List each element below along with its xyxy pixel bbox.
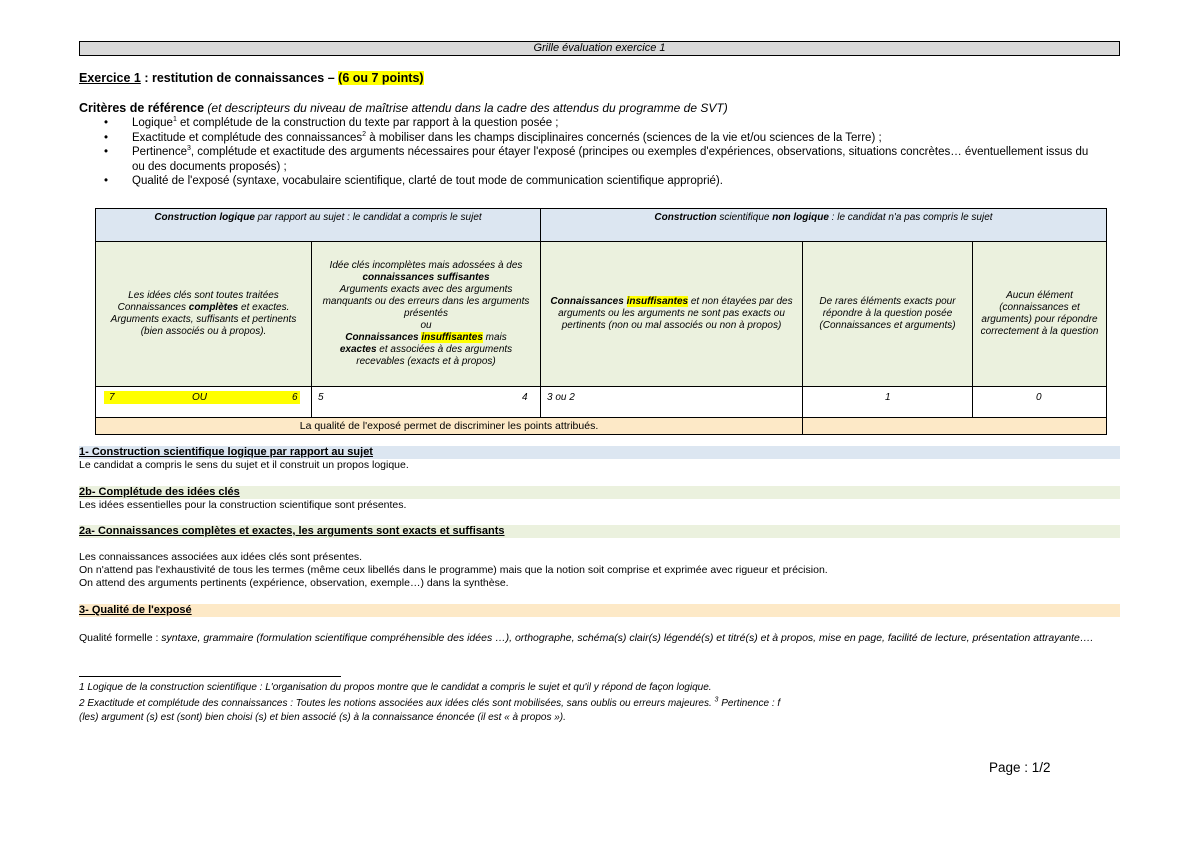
bullet-dot: • [104, 117, 109, 129]
descriptor-part: et exactes. [238, 302, 290, 313]
criteria-item [100, 131, 1100, 146]
criteria-heading [79, 101, 728, 115]
criteria-text: Exactitude et complétude des connaissances [132, 131, 363, 144]
descriptor-level-1 [95, 241, 312, 387]
criteria-item [100, 174, 1100, 189]
score-cell-4 [802, 386, 973, 418]
criteria-text: , complétude et exactitude des arguments nécessaires pour étayer l'exposé (principes ou exemples d'expériences, observations, situations concrètes… éventuellement issus du ou des documents proposés) ; [132, 146, 1089, 173]
quality-lead: Qualité formelle : [79, 632, 162, 644]
quality-rest: syntaxe, grammaire (formulation scientifique compréhensible des idées …), orthographe, schéma(s) clair(s) légendé(s) et titré(s) et à propos, mise en page, facilité de lecture, présentation attrayante…. [161, 632, 1094, 644]
descriptor-level-5 [972, 241, 1107, 387]
header-nonlogical-mid: scientifique [716, 212, 773, 223]
criteria-text: Logique [132, 117, 173, 129]
table-footer-note: La qualité de l'exposé permet de discriminer les points attribués. [95, 417, 803, 435]
footnote-divider [79, 676, 341, 677]
header-nonlogical-rest: : le candidat n'a pas compris le sujet [828, 212, 993, 223]
score-cell-5 [972, 386, 1107, 418]
header-nonlogical [540, 208, 1107, 242]
score-or: OU [192, 392, 207, 403]
section-text: Le candidat a compris le sens du sujet et il construit un propos logique. [79, 459, 409, 471]
descriptor-bold: exactes [339, 344, 377, 355]
bullet-dot: • [104, 146, 109, 159]
criteria-text: Qualité de l'exposé (syntaxe, vocabulaire scientifique, clarté de tout mode de communication scientifique approprié). [132, 175, 723, 188]
section-text: Les connaissances associées aux idées clés sont présentes. [79, 551, 363, 563]
section-title [79, 486, 1120, 499]
highlight-insuffisantes: insuffisantes [421, 332, 483, 343]
section-title [79, 525, 1120, 538]
footnote-3-cont: (les) argument (s) est (sont) bien choisi (s) et bien associé (s) à la connaissance énoncée (il est « à propos »). [79, 712, 566, 723]
score-value: 1 [885, 392, 891, 403]
header-logical-bold: Construction logique [154, 212, 255, 223]
descriptor-level-3 [540, 241, 803, 387]
exercise-subtitle: restitution de connaissances – [148, 71, 339, 85]
exercise-label: Exercice 1 [79, 71, 141, 85]
score-value: 3 ou 2 [547, 392, 575, 403]
header-nonlogical-bold: Construction [654, 212, 717, 223]
descriptor-bold: Connaissances [345, 332, 422, 343]
criteria-text: et complétude de la construction du texte par rapport à la question posée ; [176, 117, 559, 129]
descriptor-text: Les idées clés sont toutes traitées [128, 290, 279, 301]
bullet-dot: • [104, 175, 109, 188]
footnote-2-text: 2 Exactitude et complétude des connaissances : Toutes les notions associées aux idées clés sont mobilisées, sans oublis ou erreurs majeures. [79, 698, 715, 709]
footnote-1: 1 Logique de la construction scientifique : L'organisation du propos montre que le candidat a compris le sujet et qu'il y répond de façon logique. [79, 682, 712, 693]
criteria-heading-label: Critères de référence [79, 101, 205, 115]
descriptor-text [100, 302, 307, 314]
highlight-insuffisantes: insuffisantes [626, 296, 689, 307]
descriptor-text: Aucun élément (connaissances et arguments) pour répondre correctement à la question [980, 290, 1099, 337]
score-cell-2 [311, 386, 541, 418]
section-title [79, 446, 1120, 459]
footnote-ref: 3 [186, 145, 191, 153]
score-value: 4 [522, 392, 528, 403]
descriptor-part: mais [482, 332, 507, 343]
section-text: On n'attend pas l'exhaustivité de tous les termes (même ceux libellés dans le programme) mais que la notion soit comprise et exprimée avec rigueur et précision. [79, 564, 828, 576]
criteria-text: à mobiliser dans les champs disciplinaires concernés (sciences de la vie et/ou sciences de la Terre) ; [366, 131, 882, 144]
section-title-text: 1- Construction scientifique logique par rapport au sujet [79, 446, 373, 458]
criteria-item [100, 145, 1100, 174]
footnote-2 [79, 697, 780, 711]
footnote-ref: 3 [714, 696, 719, 704]
score-value: 5 [318, 392, 324, 403]
descriptor-bold: connaissances suffisantes [362, 272, 490, 283]
bullet-dot: • [104, 131, 109, 144]
section-title-text: 2b- Complétude des idées clés [79, 486, 240, 498]
section-text: Les idées essentielles pour la construction scientifique sont présentes. [79, 499, 407, 511]
descriptor-level-4 [802, 241, 973, 387]
criteria-text: Pertinence [132, 146, 187, 159]
descriptor-text: Arguments exacts, suffisants et pertinents (bien associés ou à propos). [110, 314, 297, 337]
score-value: 7 [109, 392, 115, 403]
descriptor-text: Arguments exacts avec des arguments manquants ou des erreurs dans les arguments présentés [322, 284, 530, 319]
criteria-heading-note: (et descripteurs du niveau de maîtrise attendu dans la cadre des attendus du programme de SVT) [204, 101, 728, 115]
footnote-3-text: Pertinence : f [718, 698, 781, 709]
exercise-colon: : [140, 71, 149, 85]
grading-table [95, 208, 1107, 435]
score-cell-3 [540, 386, 803, 418]
footnote-ref: 1 [172, 116, 177, 124]
quality-text [79, 629, 1124, 647]
descriptor-part: Connaissances [117, 302, 189, 313]
section-title-text: 2a- Connaissances complètes et exactes, les arguments sont exacts et suffisants [79, 525, 505, 537]
score-value: 6 [292, 392, 298, 403]
descriptor-part: et associées à des arguments recevables (exacts et à propos) [356, 344, 513, 367]
descriptor-text: ou [420, 320, 432, 331]
exercise-points: (6 ou 7 points) [338, 71, 424, 85]
descriptor-text: De rares éléments exacts pour répondre à la question posée (Connaissances et arguments) [819, 296, 956, 331]
page-number: Page : 1/2 [989, 760, 1051, 775]
section-title-text: 3- Qualité de l'exposé [79, 604, 192, 616]
descriptor-bold: Connaissances [550, 296, 627, 307]
document-title-bar: Grille évaluation exercice 1 [79, 41, 1120, 56]
criteria-list [100, 116, 1100, 189]
section-text: On attend des arguments pertinents (expérience, observation, exemple…) dans la synthèse. [79, 577, 509, 589]
descriptor-bold: complètes [188, 302, 239, 313]
header-logical [95, 208, 541, 242]
exercise-title [79, 71, 424, 85]
score-cell-1 [95, 386, 312, 418]
header-logical-rest: par rapport au sujet : le candidat a compris le sujet [254, 212, 482, 223]
criteria-item [100, 116, 1100, 131]
descriptor-level-2 [311, 241, 541, 387]
section-title [79, 604, 1120, 617]
descriptor-text: Idée clés incomplètes mais adossées à des [329, 260, 523, 271]
descriptor-part: et non étayées par des arguments ou les arguments ne sont pas exacts ou pertinents (non ou mal associés ou non à propos) [558, 296, 793, 331]
footnote-ref: 2 [362, 130, 367, 138]
score-value: 0 [1036, 392, 1042, 403]
header-nonlogical-bold: non logique [772, 212, 829, 223]
table-footer-empty [802, 417, 1107, 435]
